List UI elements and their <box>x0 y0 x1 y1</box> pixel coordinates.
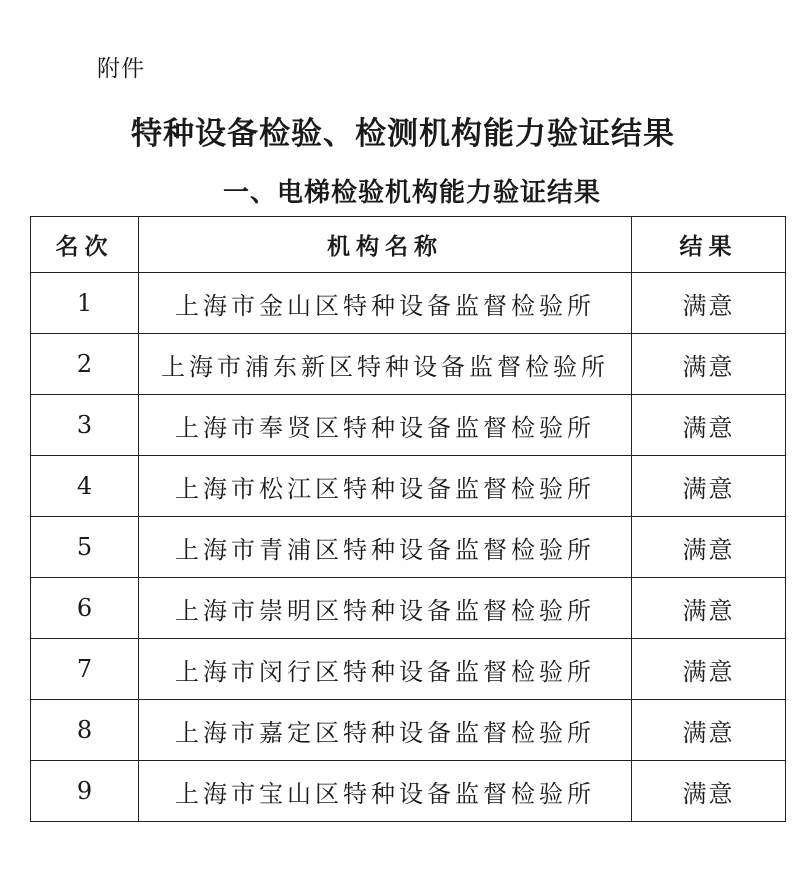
result-cell: 满意 <box>632 273 786 334</box>
rank-cell: 3 <box>31 395 139 456</box>
table-row <box>31 456 786 517</box>
result-cell: 满意 <box>632 761 786 822</box>
result-cell: 满意 <box>632 395 786 456</box>
table-header-row <box>31 217 786 273</box>
rank-cell: 4 <box>31 456 139 517</box>
result-cell: 满意 <box>632 517 786 578</box>
rank-cell: 8 <box>31 700 139 761</box>
result-cell: 满意 <box>632 578 786 639</box>
document-title: 特种设备检验、检测机构能力验证结果 <box>131 116 675 152</box>
attachment-label: 附件 <box>97 56 145 82</box>
header-result: 结果 <box>632 217 786 273</box>
header-rank: 名次 <box>31 217 139 273</box>
table-row <box>31 761 786 822</box>
table-row <box>31 578 786 639</box>
rank-cell: 5 <box>31 517 139 578</box>
org-name-cell: 上海市金山区特种设备监督检验所 <box>139 273 632 334</box>
org-name-cell: 上海市松江区特种设备监督检验所 <box>139 456 632 517</box>
org-name-cell: 上海市崇明区特种设备监督检验所 <box>139 578 632 639</box>
header-org-name: 机构名称 <box>139 217 632 273</box>
table-row <box>31 395 786 456</box>
table-row <box>31 700 786 761</box>
results-table <box>30 216 786 822</box>
rank-cell: 2 <box>31 334 139 395</box>
org-name-cell: 上海市宝山区特种设备监督检验所 <box>139 761 632 822</box>
rank-cell: 7 <box>31 639 139 700</box>
org-name-cell: 上海市奉贤区特种设备监督检验所 <box>139 395 632 456</box>
rank-cell: 6 <box>31 578 139 639</box>
table-row <box>31 273 786 334</box>
rank-cell: 1 <box>31 273 139 334</box>
rank-cell: 9 <box>31 761 139 822</box>
result-cell: 满意 <box>632 639 786 700</box>
result-cell: 满意 <box>632 456 786 517</box>
result-cell: 满意 <box>632 700 786 761</box>
table-row <box>31 334 786 395</box>
section-subtitle: 一、电梯检验机构能力验证结果 <box>222 178 601 208</box>
table-row <box>31 639 786 700</box>
org-name-cell: 上海市嘉定区特种设备监督检验所 <box>139 700 632 761</box>
org-name-cell: 上海市青浦区特种设备监督检验所 <box>139 517 632 578</box>
org-name-cell: 上海市浦东新区特种设备监督检验所 <box>139 334 632 395</box>
table-row <box>31 517 786 578</box>
result-cell: 满意 <box>632 334 786 395</box>
org-name-cell: 上海市闵行区特种设备监督检验所 <box>139 639 632 700</box>
